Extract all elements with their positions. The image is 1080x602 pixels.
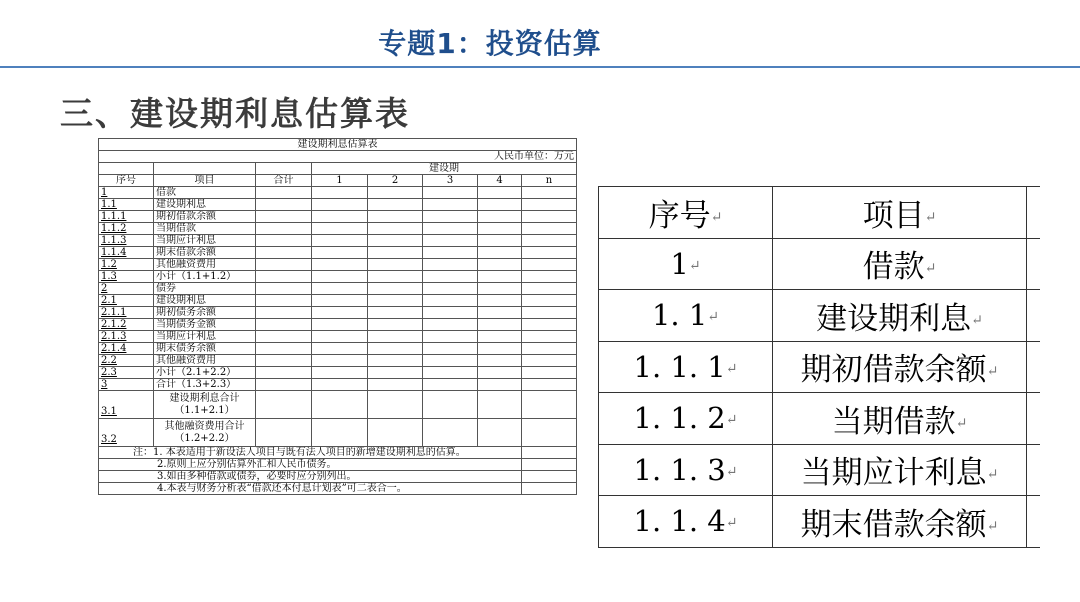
table-row [99, 307, 577, 319]
empty-cell [312, 319, 368, 331]
empty-cell [368, 319, 423, 331]
row-item [154, 391, 256, 419]
empty-cell [256, 419, 312, 447]
empty-cell [522, 223, 577, 235]
empty-cell [522, 283, 577, 295]
table-note: 4.本表与财务分析表“借款还本付息计划表”可二表合一。 [99, 483, 522, 495]
table-row [99, 379, 577, 391]
table-row [599, 444, 1041, 496]
empty-cell [256, 199, 312, 211]
row-seq: 1.1 [99, 199, 154, 211]
item-cell: 期初借款余额↵ [773, 341, 1027, 393]
extra-header-cell [1027, 187, 1041, 239]
table-row [99, 199, 577, 211]
note-row [99, 483, 577, 495]
empty-cell [368, 247, 423, 259]
table-row [599, 341, 1041, 393]
empty-cell [423, 367, 478, 379]
item-cell: 当期借款↵ [773, 393, 1027, 445]
table-row [599, 393, 1041, 445]
row-item [154, 419, 256, 447]
row-seq: 2.2 [99, 355, 154, 367]
empty-cell [368, 391, 423, 419]
empty-cell [478, 259, 522, 271]
note-row [99, 447, 577, 459]
empty-cell [478, 391, 522, 419]
empty-cell [522, 187, 577, 199]
empty-cell [423, 355, 478, 367]
empty-cell [368, 343, 423, 355]
empty-cell [522, 199, 577, 211]
empty-cell [478, 319, 522, 331]
empty-cell [312, 223, 368, 235]
empty-cell [522, 259, 577, 271]
table-row [99, 259, 577, 271]
empty-cell [522, 379, 577, 391]
row-item: 合计（1.3+2.3） [154, 379, 256, 391]
row-seq: 3 [99, 379, 154, 391]
empty-cell [423, 319, 478, 331]
row-item: 期末债务余额 [154, 343, 256, 355]
item-header-cell: 项目↵ [773, 187, 1027, 239]
row-item-line: 其他融资费用合计 [164, 420, 245, 432]
table-row [99, 235, 577, 247]
empty-cell [312, 307, 368, 319]
row-seq: 1.3 [99, 271, 154, 283]
empty-cell [522, 247, 577, 259]
empty-cell [423, 211, 478, 223]
row-seq: 1.1.1 [99, 211, 154, 223]
row-seq: 1 [99, 187, 154, 199]
empty-cell [312, 259, 368, 271]
empty-cell [423, 391, 478, 419]
empty-cell [423, 307, 478, 319]
empty-cell [312, 343, 368, 355]
empty-cell [522, 331, 577, 343]
table-row [99, 271, 577, 283]
note-row [99, 471, 577, 483]
seq-header-cell: 序号↵ [599, 187, 773, 239]
empty-cell [478, 331, 522, 343]
row-item: 小计（2.1+2.2） [154, 367, 256, 379]
empty-cell [368, 187, 423, 199]
empty-cell [256, 259, 312, 271]
seq-cell: 1. 1. 1↵ [599, 341, 773, 393]
empty-cell [423, 235, 478, 247]
row-item: 期初债务余额 [154, 307, 256, 319]
table-row [99, 283, 577, 295]
row-seq: 2.1.1 [99, 307, 154, 319]
row-item-line: （1.1+2.1） [174, 404, 235, 416]
table-note: 3.如由多种借款或债券，必要时应分别列出。 [99, 471, 522, 483]
empty-cell [312, 367, 368, 379]
empty-cell [1027, 496, 1041, 548]
empty-cell [1027, 444, 1041, 496]
row-item: 当期借款 [154, 223, 256, 235]
empty-cell [478, 187, 522, 199]
empty-cell [368, 295, 423, 307]
col-item-header: 项目 [154, 175, 256, 187]
empty-cell [423, 247, 478, 259]
table-note: 注：1. 本表适用于新设法人项目与既有法人项目的新增建设期利息的估算。 [99, 447, 522, 459]
empty-cell [423, 331, 478, 343]
empty-cell [478, 247, 522, 259]
empty-cell [522, 319, 577, 331]
row-item: 其他融资费用 [154, 355, 256, 367]
empty-cell [478, 307, 522, 319]
empty-cell [312, 247, 368, 259]
empty-cell [368, 283, 423, 295]
empty-cell [423, 379, 478, 391]
empty-cell [478, 211, 522, 223]
table-row [599, 290, 1041, 342]
item-cell: 期末借款余额↵ [773, 496, 1027, 548]
interest-estimate-table-zoomed [598, 186, 1040, 550]
empty-cell [368, 355, 423, 367]
empty-cell [256, 319, 312, 331]
empty-cell [256, 223, 312, 235]
empty-cell [312, 379, 368, 391]
empty-cell [478, 419, 522, 447]
seq-cell: 1. 1↵ [599, 290, 773, 342]
empty-cell [423, 199, 478, 211]
empty-cell [256, 211, 312, 223]
empty-cell [312, 295, 368, 307]
empty-cell [368, 271, 423, 283]
empty-cell [368, 223, 423, 235]
empty-cell [312, 211, 368, 223]
empty-cell [256, 283, 312, 295]
seq-cell: 1. 1. 2↵ [599, 393, 773, 445]
row-item: 债券 [154, 283, 256, 295]
empty-cell [256, 295, 312, 307]
empty-cell [368, 331, 423, 343]
table-row [99, 419, 577, 447]
row-seq: 1.1.4 [99, 247, 154, 259]
row-item: 其他融资费用 [154, 259, 256, 271]
table-row [99, 355, 577, 367]
row-item: 建设期利息 [154, 199, 256, 211]
empty-cell [478, 367, 522, 379]
empty-cell [478, 295, 522, 307]
table-row [99, 331, 577, 343]
row-item: 期初借款余额 [154, 211, 256, 223]
empty-cell [312, 391, 368, 419]
row-item: 建设期利息 [154, 295, 256, 307]
seq-cell: 1. 1. 4↵ [599, 496, 773, 548]
empty-cell [423, 343, 478, 355]
page-header-title: 专题1：投资估算 [378, 27, 602, 60]
row-item: 期末借款余额 [154, 247, 256, 259]
empty-cell [368, 259, 423, 271]
row-item-line: （1.2+2.2） [174, 432, 235, 444]
empty-cell [368, 379, 423, 391]
row-item: 小计（1.1+1.2） [154, 271, 256, 283]
table-row [99, 211, 577, 223]
empty-cell [522, 271, 577, 283]
empty-cell [1027, 393, 1041, 445]
table-row [99, 391, 577, 419]
row-seq: 2.1 [99, 295, 154, 307]
empty-cell [1027, 238, 1041, 290]
empty-cell [478, 199, 522, 211]
empty-cell [478, 283, 522, 295]
table-row [99, 295, 577, 307]
empty-cell [312, 271, 368, 283]
table-row [599, 496, 1041, 548]
empty-cell [256, 247, 312, 259]
empty-cell [256, 355, 312, 367]
row-item: 当期应计利息 [154, 331, 256, 343]
empty-cell [256, 379, 312, 391]
row-seq: 3.1 [99, 391, 154, 419]
empty-cell [478, 355, 522, 367]
empty-cell [256, 307, 312, 319]
empty-cell [522, 355, 577, 367]
empty-cell [368, 199, 423, 211]
row-seq: 3.2 [99, 419, 154, 447]
row-seq: 2.3 [99, 367, 154, 379]
empty-cell [522, 459, 577, 471]
empty-cell [312, 187, 368, 199]
empty-cell [256, 391, 312, 419]
empty-cell [1027, 341, 1041, 393]
empty-cell [423, 419, 478, 447]
empty-cell [423, 259, 478, 271]
table-row [99, 223, 577, 235]
interest-estimate-table-small [98, 138, 578, 586]
table-row [99, 319, 577, 331]
empty-cell [423, 223, 478, 235]
empty-cell [256, 187, 312, 199]
empty-cell [368, 419, 423, 447]
col-seq-header: 序号 [99, 175, 154, 187]
empty-cell [312, 331, 368, 343]
empty-cell [368, 211, 423, 223]
table-row [99, 343, 577, 355]
table-row [99, 367, 577, 379]
currency-unit: 人民币单位：万元 [99, 151, 577, 163]
table-header-row [599, 187, 1041, 239]
col-period-header: 3 [423, 175, 478, 187]
empty-cell [423, 295, 478, 307]
item-cell: 借款↵ [773, 238, 1027, 290]
empty-cell [368, 367, 423, 379]
row-item: 当期债务金额 [154, 319, 256, 331]
table-row [99, 187, 577, 199]
empty-cell [368, 307, 423, 319]
empty-cell [522, 419, 577, 447]
table-row [599, 238, 1041, 290]
note-row [99, 459, 577, 471]
row-seq: 1.2 [99, 259, 154, 271]
empty-cell [423, 283, 478, 295]
col-period-header: 1 [312, 175, 368, 187]
col-period-header: n [522, 175, 577, 187]
empty-cell [312, 283, 368, 295]
period-header: 建设期 [312, 163, 577, 175]
empty-cell [522, 471, 577, 483]
empty-cell [478, 343, 522, 355]
row-seq: 2.1.2 [99, 319, 154, 331]
col-total-header: 合计 [256, 175, 312, 187]
empty-cell [423, 271, 478, 283]
row-item: 借款 [154, 187, 256, 199]
empty-cell [522, 391, 577, 419]
empty-cell [522, 211, 577, 223]
row-seq: 2.1.4 [99, 343, 154, 355]
item-cell: 当期应计利息↵ [773, 444, 1027, 496]
table-note: 2.原则上应分别估算外汇和人民币债务。 [99, 459, 522, 471]
empty-cell [312, 199, 368, 211]
row-seq: 1.1.2 [99, 223, 154, 235]
row-seq: 1.1.3 [99, 235, 154, 247]
empty-cell [522, 307, 577, 319]
empty-cell [522, 447, 577, 459]
empty-cell [478, 235, 522, 247]
col-period-header: 4 [478, 175, 522, 187]
empty-cell [312, 235, 368, 247]
header-divider [0, 66, 1080, 68]
seq-cell: 1↵ [599, 238, 773, 290]
table-caption: 建设期利息估算表 [99, 139, 577, 151]
table-row [99, 247, 577, 259]
empty-cell [256, 367, 312, 379]
empty-cell [478, 271, 522, 283]
empty-cell [423, 187, 478, 199]
item-cell: 建设期利息↵ [773, 290, 1027, 342]
row-item: 当期应计利息 [154, 235, 256, 247]
empty-cell [256, 235, 312, 247]
empty-cell [478, 223, 522, 235]
empty-cell [522, 343, 577, 355]
empty-cell [256, 343, 312, 355]
empty-cell [256, 271, 312, 283]
empty-cell [522, 235, 577, 247]
empty-cell [478, 379, 522, 391]
section-title: 三、建设期利息估算表 [60, 94, 410, 133]
row-seq: 2.1.3 [99, 331, 154, 343]
seq-cell: 1. 1. 3↵ [599, 444, 773, 496]
row-item-line: 建设期利息合计 [169, 392, 240, 404]
empty-cell [1027, 290, 1041, 342]
empty-cell [312, 355, 368, 367]
empty-cell [256, 331, 312, 343]
empty-cell [522, 483, 577, 495]
row-seq: 2 [99, 283, 154, 295]
col-period-header: 2 [368, 175, 423, 187]
empty-cell [522, 367, 577, 379]
empty-cell [368, 235, 423, 247]
empty-cell [312, 419, 368, 447]
empty-cell [522, 295, 577, 307]
